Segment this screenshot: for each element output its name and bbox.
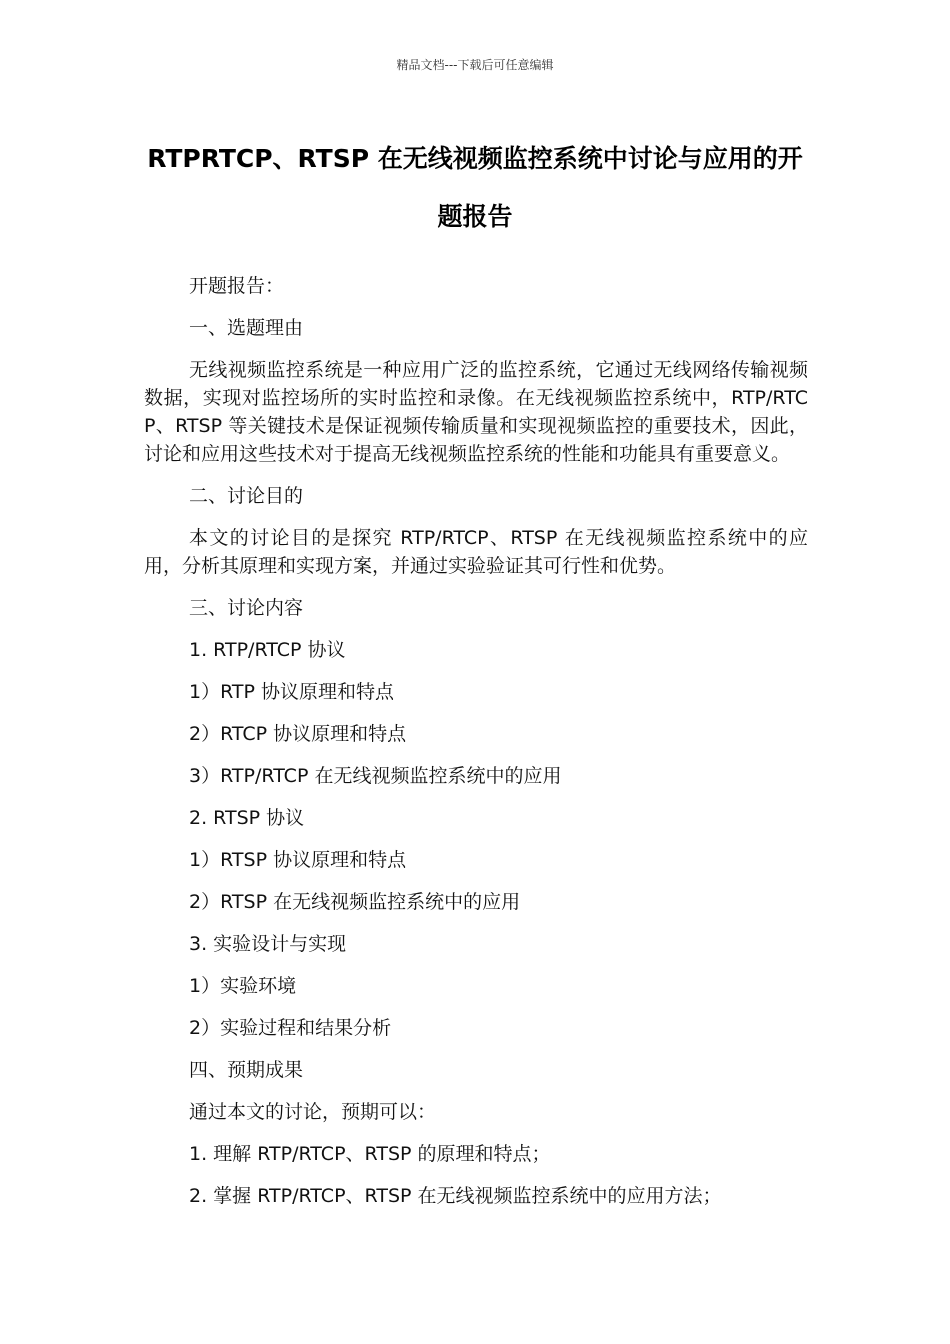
page-header: 精品文档---下载后可任意编辑 (396, 58, 554, 72)
section-heading: 一、选题理由 (189, 317, 304, 339)
report-label: 开题报告： (189, 275, 285, 297)
body-paragraph: 无线视频监控系统是一种应用广泛的监控系统，它通过无线网络传输视频数据，实现对监控场所的实时监控和录像。在无线视频监控系统中，RTP/RTCP、RTSP 等关键技术是保证视频传输质量和实现视频监控的重要技术，因此，讨论和应用这些技术对于提高无线视频监控系统的性能和功能具有重要意义。 (144, 359, 808, 465)
list-item: 2）RTCP 协议原理和特点 (189, 723, 407, 745)
section-heading: 三、讨论内容 (189, 597, 304, 619)
body-paragraph: 本文的讨论目的是探究 RTP/RTCP、RTSP 在无线视频监控系统中的应用，分析其原理和实现方案，并通过实验验证其可行性和优势。 (144, 527, 808, 577)
section-heading: 二、讨论目的 (189, 485, 304, 507)
list-item: 2. 掌握 RTP/RTCP、RTSP 在无线视频监控系统中的应用方法； (189, 1185, 722, 1207)
list-item: 1）实验环境 (189, 975, 297, 997)
list-item: 1. RTP/RTCP 协议 (189, 639, 346, 661)
document-title: RTPRTCP、RTSP 在无线视频监控系统中讨论与应用的开题报告 (147, 144, 803, 231)
list-item: 1）RTP 协议原理和特点 (189, 681, 395, 703)
body-paragraph: 通过本文的讨论，预期可以： (189, 1101, 437, 1123)
section-heading: 四、预期成果 (189, 1059, 304, 1081)
list-item: 1）RTSP 协议原理和特点 (189, 849, 407, 871)
list-item: 3. 实验设计与实现 (189, 933, 347, 955)
list-item: 2）RTSP 在无线视频监控系统中的应用 (189, 891, 521, 913)
list-item: 1. 理解 RTP/RTCP、RTSP 的原理和特点； (189, 1143, 551, 1165)
list-item: 3）RTP/RTCP 在无线视频监控系统中的应用 (189, 765, 562, 787)
list-item: 2）实验过程和结果分析 (189, 1017, 392, 1039)
document-body (144, 272, 808, 1224)
list-item: 2. RTSP 协议 (189, 807, 305, 829)
